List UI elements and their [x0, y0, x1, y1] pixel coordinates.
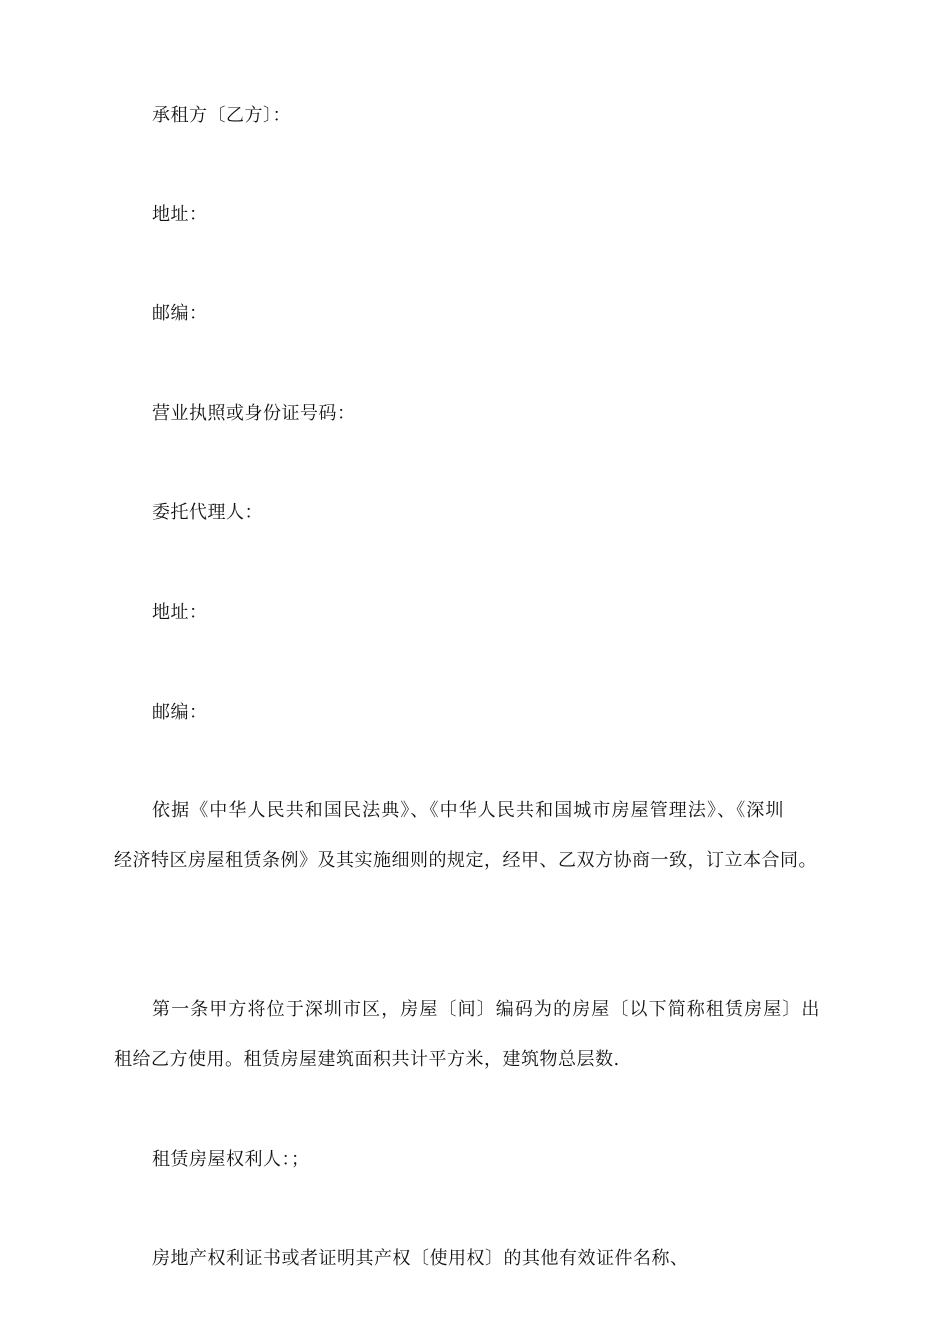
agent-label: 委托代理人：: [152, 502, 263, 523]
basis-paragraph-line-2: 经济特区房屋租赁条例》及其实施细则的规定，经甲、乙双方协商一致，订立本合同。: [114, 850, 817, 871]
article-1-line-2: 租给乙方使用。租赁房屋建筑面积共计平方米，建筑物总层数.: [114, 1049, 620, 1070]
license-or-id-label: 营业执照或身份证号码：: [152, 403, 356, 424]
lessee-address-label: 地址：: [152, 204, 208, 225]
article-1-line-1: 第一条甲方将位于深圳市区，房屋〔间〕编码为的房屋〔以下简称租赁房屋〕出: [152, 999, 821, 1020]
lessee-postcode-label: 邮编：: [152, 303, 208, 324]
lessee-label: 承租方〔乙方〕：: [152, 105, 291, 126]
agent-address-label: 地址：: [152, 602, 208, 623]
property-certificate-line: 房地产权利证书或者证明其产权〔使用权〕的其他有效证件名称、: [152, 1248, 689, 1269]
basis-paragraph-line-1: 依据《中华人民共和国民法典》、《中华人民共和国城市房屋管理法》、《深圳: [152, 800, 785, 821]
property-owner-label: 租赁房屋权利人：；: [152, 1149, 310, 1170]
agent-postcode-label: 邮编：: [152, 702, 208, 723]
